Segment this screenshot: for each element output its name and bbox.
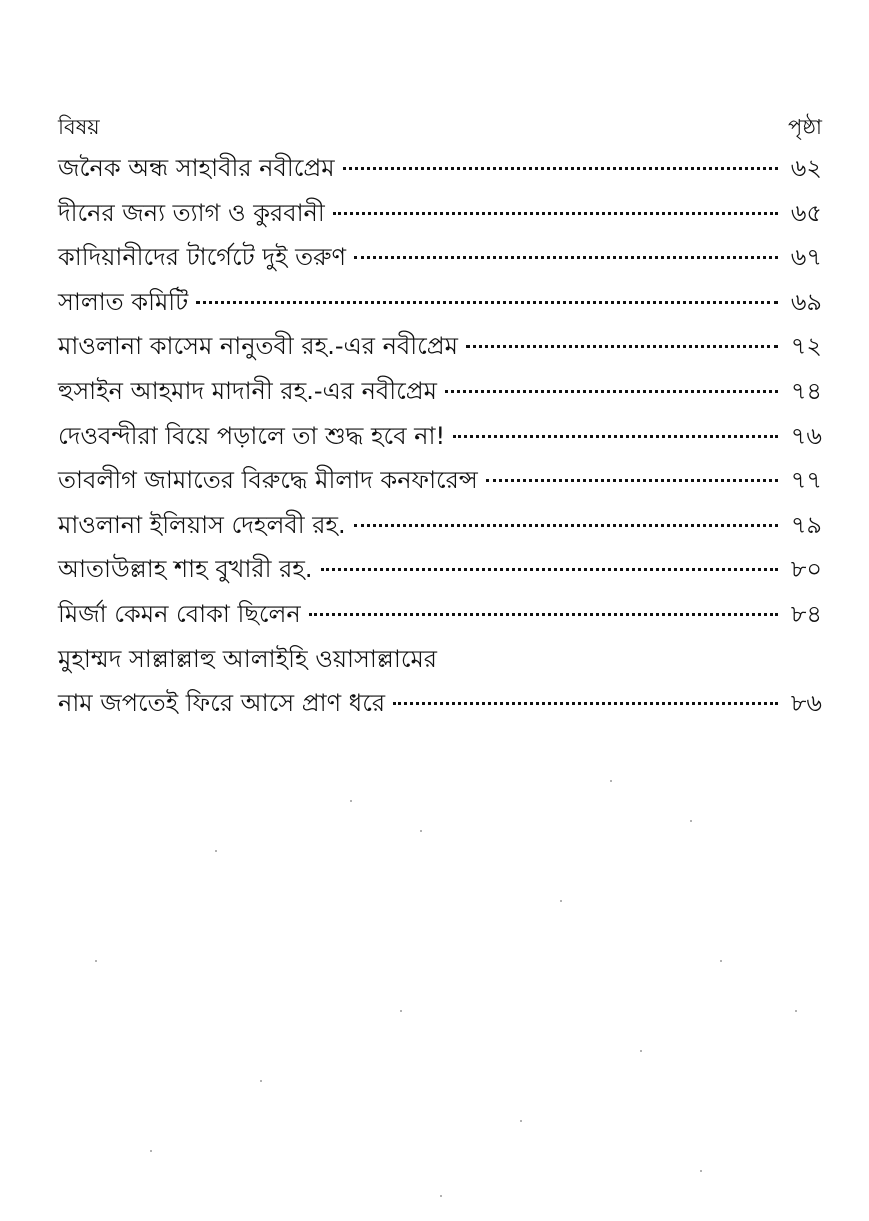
toc-entry [58,547,822,592]
toc-entry-title: জনৈক অন্ধ সাহাবীর নবীপ্রেম [58,154,335,182]
leader-dots [321,568,778,571]
toc-entry-title: মাওলানা ইলিয়াস দেহলবী রহ. [58,510,346,539]
leader-dots [354,524,778,527]
scan-speck [260,1080,262,1082]
scan-speck [95,960,97,962]
toc-entry [58,146,822,191]
toc-entry [58,235,822,280]
leader-dots [486,479,778,482]
toc-header [58,106,822,146]
toc-entry [58,503,822,548]
toc-entry [58,681,822,726]
leader-dots [333,212,778,215]
toc-entry [58,280,822,325]
scan-speck [690,820,692,822]
leader-dots [453,435,778,438]
scan-speck [215,850,217,852]
toc-entry-title-line2: নাম জপতেই ফিরে আসে প্রাণ ধরে [58,689,386,718]
scan-speck [150,1150,152,1152]
toc-entry-page: ৬৯ [790,287,822,316]
leader-dots [343,167,778,170]
toc-entry [58,369,822,414]
scan-speck [400,1010,402,1012]
toc-entry-page: ৭৬ [790,421,822,450]
toc-entry-page: ৭২ [790,332,822,361]
toc-entry-title-line1: মুহাম্মদ সাল্লাল্লাহু আলাইহি ওয়াসাল্লামের [58,644,437,673]
scan-speck [560,900,562,902]
scan-speck [795,1010,797,1012]
toc-entry-title: কাদিয়ানীদের টার্গেটে দুই তরুণ [58,243,347,272]
leader-dots [466,345,778,348]
leader-dots [445,390,778,393]
toc-entry-title: হুসাইন আহমাদ মাদানী রহ.-এর নবীপ্রেম [58,376,437,405]
page-column-label: পৃষ্ঠা [787,115,822,139]
toc-entry-page: ৬২ [790,154,822,182]
leader-dots [309,613,778,616]
scan-speck [520,1120,522,1122]
scan-speck [610,780,612,782]
toc-entry-first-line [58,637,822,682]
leader-dots [393,702,778,705]
table-of-contents [58,106,822,726]
toc-entry-title: সালাত কমিটি [58,287,189,316]
toc-entry [58,324,822,369]
scan-speck [720,960,722,962]
toc-entry-title: মাওলানা কাসেম নানুতবী রহ.-এর নবীপ্রেম [58,332,459,361]
toc-entry-title: মির্জা কেমন বোকা ছিলেন [58,599,301,628]
scan-speck [420,830,422,832]
toc-entry-page: ৭৭ [790,466,822,495]
toc-entry-page: ৮৪ [790,599,822,628]
scan-speck [640,1050,642,1052]
toc-entry-title: তাবলীগ জামাতের বিরুদ্ধে মীলাদ কনফারেন্স [58,466,478,495]
toc-entry-page: ৭৪ [790,376,822,405]
toc-entry-page: ৮৬ [790,689,822,718]
toc-entry-page: ৬৫ [790,198,822,227]
scan-speck [700,1170,702,1172]
toc-entry [58,414,822,459]
toc-entry-page: ৮০ [790,555,822,584]
leader-dots [196,301,778,304]
toc-entry [58,458,822,503]
scan-speck [350,800,352,802]
toc-entry-title: আতাউল্লাহ শাহ বুখারী রহ. [58,555,313,584]
toc-entry-title: দীনের জন্য ত্যাগ ও কুরবানী [58,198,325,227]
toc-entry-page: ৬৭ [790,243,822,272]
subject-column-label: বিষয় [58,115,100,139]
toc-entry [58,592,822,637]
toc-entry-title: দেওবন্দীরা বিয়ে পড়ালে তা শুদ্ধ হবে না! [58,421,446,450]
toc-entry [58,191,822,236]
leader-dots [354,256,778,259]
scan-speck [440,1195,442,1197]
toc-entry-page: ৭৯ [790,510,822,539]
